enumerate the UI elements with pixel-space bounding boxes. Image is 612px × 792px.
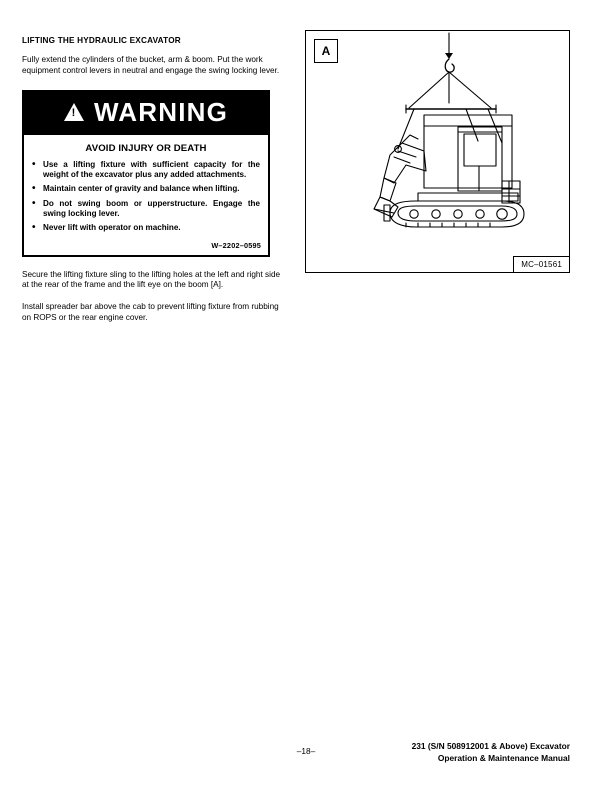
warning-heading: WARNING <box>93 97 229 127</box>
footer-manual-line: Operation & Maintenance Manual <box>437 753 570 764</box>
warning-item-list <box>24 160 268 240</box>
warning-list-item: • Maintain center of gravity and balance when lifting. <box>32 184 260 194</box>
warning-list-item: • Use a lifting fixture with sufficient capacity for the weight of the excavator plus any added attachments. <box>32 160 260 181</box>
page-footer <box>0 740 612 770</box>
warning-list-item: • Do not swing boom or upperstructure. Engage the swing locking lever. <box>32 199 260 220</box>
figure-panel <box>305 30 570 273</box>
excavator-lifted-by-crane-illustration <box>306 31 569 272</box>
figure-code: MC–01561 <box>513 256 569 272</box>
footer-manual-info <box>412 740 570 764</box>
footer-model-line: 231 (S/N 508912001 & Above) Excavator <box>411 741 570 751</box>
paragraph-spreader-bar: Install spreader bar above the cab to prevent lifting fixture from rubbing on ROPS or the rear engine cover. <box>22 302 279 323</box>
left-text-column <box>22 36 284 324</box>
warning-code: W–2202–0595 <box>211 240 261 250</box>
warning-subtitle: AVOID INJURY OR DEATH <box>85 142 207 154</box>
warning-triangle-icon <box>64 103 84 121</box>
paragraph-secure-sling: Secure the lifting fixture sling to the lifting holes at the left and right side at the rear of the frame and the lift eye on the boom [A]. <box>22 269 281 290</box>
page-number: –18– <box>296 746 316 756</box>
page-title: LIFTING THE HYDRAULIC EXCAVATOR <box>22 36 181 45</box>
warning-box <box>22 90 270 257</box>
warning-list-item: • Never lift with operator on machine. <box>32 223 260 233</box>
intro-paragraph: Fully extend the cylinders of the bucket, arm & boom. Put the work equipment control levers in neutral and engage the swing locking lever. <box>22 54 280 75</box>
warning-header <box>24 92 268 135</box>
figure-label-a: A <box>314 39 338 63</box>
